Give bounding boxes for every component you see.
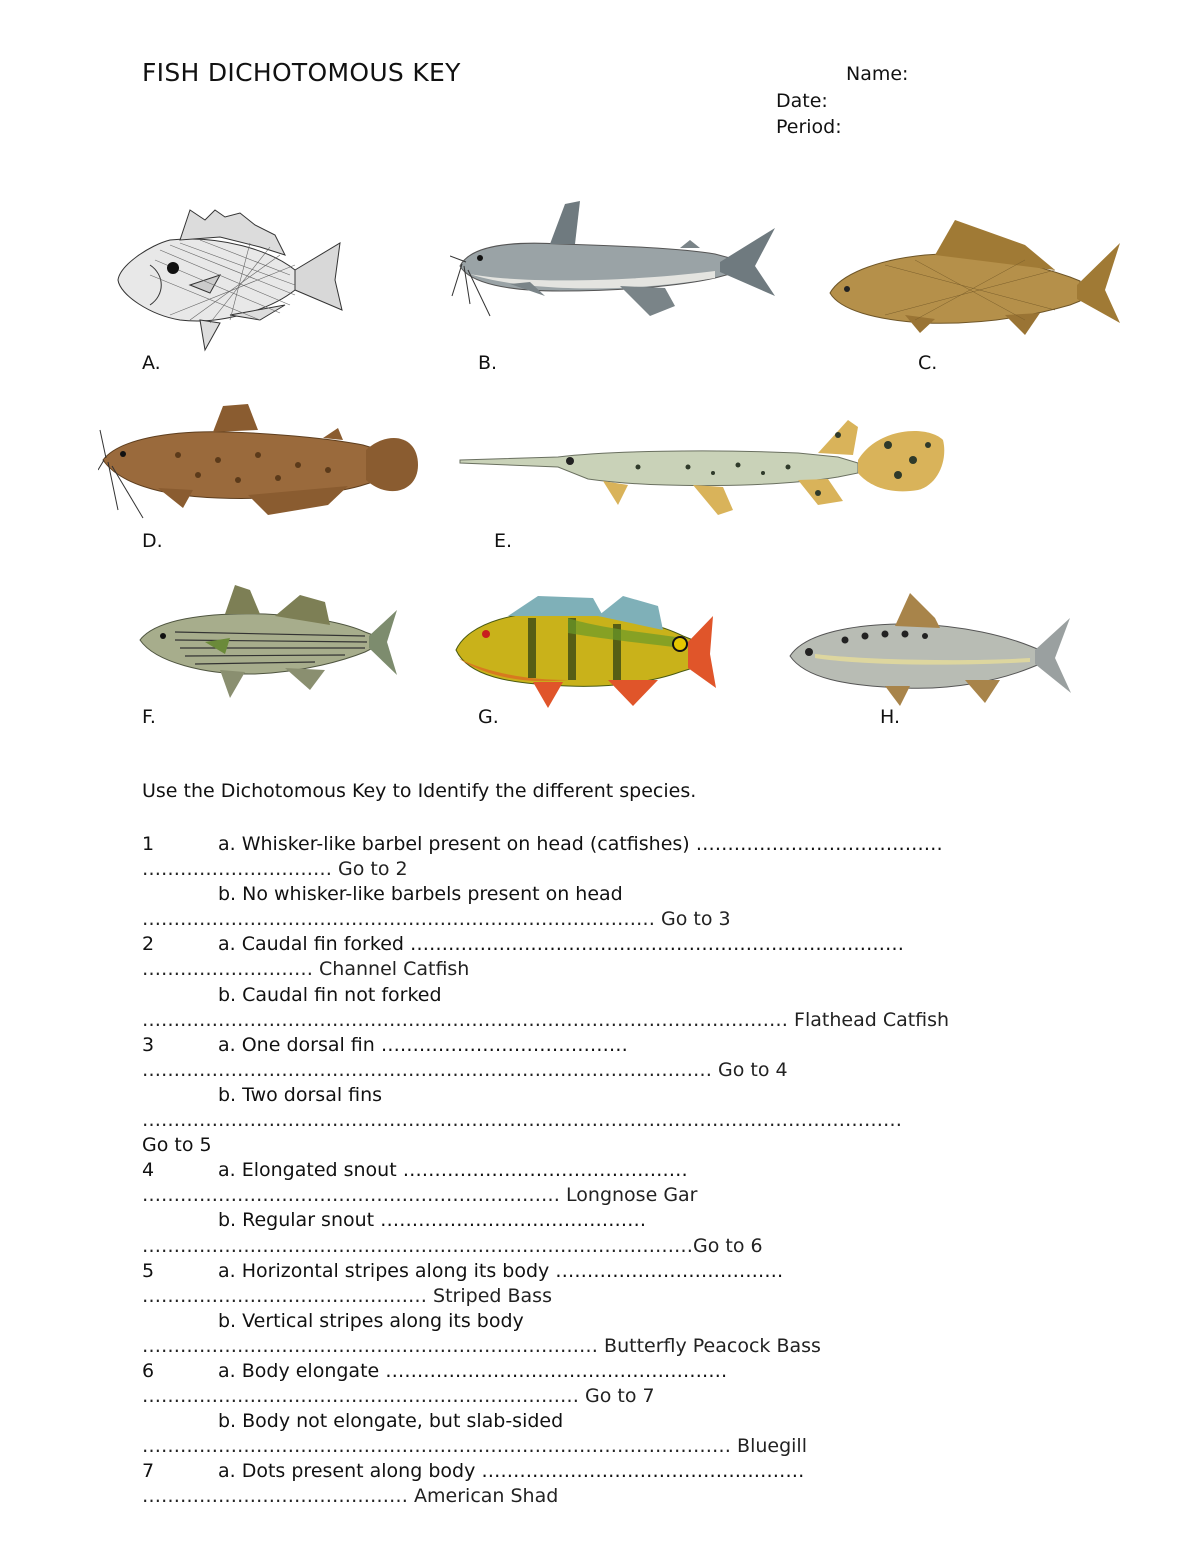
key-step-3a: a. One dorsal fin …………………………………: [218, 1033, 628, 1056]
name-label: Name:: [846, 63, 909, 85]
key-step-5b: b. Vertical stripes along its body: [218, 1309, 524, 1332]
key-line: [142, 1259, 1062, 1284]
key-line: ………………………………………………………………………………………… Flathead Catfish: [142, 1008, 950, 1031]
key-step-2b: b. Caudal fin not forked: [218, 983, 442, 1006]
key-line: [142, 1359, 1062, 1384]
key-line: ……………………………………………………………… Butterfly Peacock Bass: [142, 1334, 821, 1357]
key-step-number: 4: [142, 1159, 155, 1182]
fish-d-flathead-catfish-image: [98, 400, 423, 525]
date-label: Date:: [776, 90, 828, 112]
key-step-2a: a. Caudal fin forked ……………………………………………………………………: [218, 933, 904, 956]
key-step-number: 5: [142, 1259, 155, 1282]
key-step-1a: a. Whisker-like barbel present on head (catfishes) …………………………………: [218, 833, 943, 855]
key-line: ………………………… Go to 2: [142, 858, 408, 881]
key-line: [142, 932, 1062, 957]
fish-label-d: D.: [142, 530, 163, 552]
key-line: ………………………………………………………………………………… Bluegill: [142, 1435, 807, 1458]
fish-h-american-shad-image: [785, 588, 1075, 713]
dichotomous-key: [142, 832, 1062, 1510]
key-line: Go to 5: [142, 1134, 212, 1157]
key-step-number: 1: [142, 833, 155, 855]
key-line: ……………………………………………………………………………Go to 6: [142, 1234, 763, 1257]
key-line: [142, 1033, 1062, 1058]
fish-b-channel-catfish-image: [450, 196, 780, 326]
fish-label-a: A.: [142, 352, 161, 374]
key-line: …………………………………………………………………………………………………………: [142, 1109, 902, 1132]
key-step-number: 3: [142, 1033, 155, 1056]
key-line: …………………………………… American Shad: [142, 1485, 559, 1508]
fish-label-f: F.: [142, 706, 156, 728]
key-line: ……………………………………………………………………… Go to 3: [142, 908, 731, 931]
key-line: [142, 1158, 1062, 1183]
key-step-3b: b. Two dorsal fins: [218, 1083, 383, 1106]
fish-a-bluegill-image: [110, 205, 350, 355]
key-step-4b: b. Regular snout ……………………………………: [218, 1209, 647, 1232]
key-step-6a: a. Body elongate ………………………………………………: [218, 1359, 728, 1382]
key-step-5a: a. Horizontal stripes along its body ………………………………: [218, 1259, 784, 1282]
fish-label-c: C.: [918, 352, 938, 374]
key-step-number: 7: [142, 1460, 155, 1483]
key-line: [142, 1459, 1062, 1484]
key-line: ……………………………………… Striped Bass: [142, 1284, 552, 1307]
key-line: ………………………………………………………… Longnose Gar: [142, 1184, 698, 1207]
key-line: ……………………………………………………………………………… Go to 4: [142, 1058, 788, 1081]
key-step-1b: b. No whisker-like barbels present on head: [218, 883, 623, 906]
fish-label-b: B.: [478, 352, 498, 374]
period-label: Period:: [776, 116, 842, 138]
page-title: FISH DICHOTOMOUS KEY: [142, 58, 461, 87]
key-step-number: 6: [142, 1359, 155, 1382]
fish-label-g: G.: [478, 706, 499, 728]
key-step-7a: a. Dots present along body ……………………………………………: [218, 1460, 805, 1483]
key-line: [142, 832, 1062, 857]
fish-c-carp-image: [825, 215, 1125, 340]
instructions: Use the Dichotomous Key to Identify the different species.: [142, 780, 697, 802]
fish-e-longnose-gar-image: [458, 415, 948, 520]
key-line: …………………………………………………………… Go to 7: [142, 1385, 655, 1408]
fish-label-e: E.: [494, 530, 513, 552]
fish-f-striped-bass-image: [135, 580, 400, 705]
key-step-number: 2: [142, 933, 155, 956]
fish-g-butterfly-peacock-bass-image: [448, 588, 716, 710]
fish-label-h: H.: [880, 706, 900, 728]
key-step-6b: b. Body not elongate, but slab-sided: [218, 1410, 564, 1433]
key-line: ……………………… Channel Catfish: [142, 958, 470, 981]
key-step-4a: a. Elongated snout ………………………………………: [218, 1159, 688, 1182]
